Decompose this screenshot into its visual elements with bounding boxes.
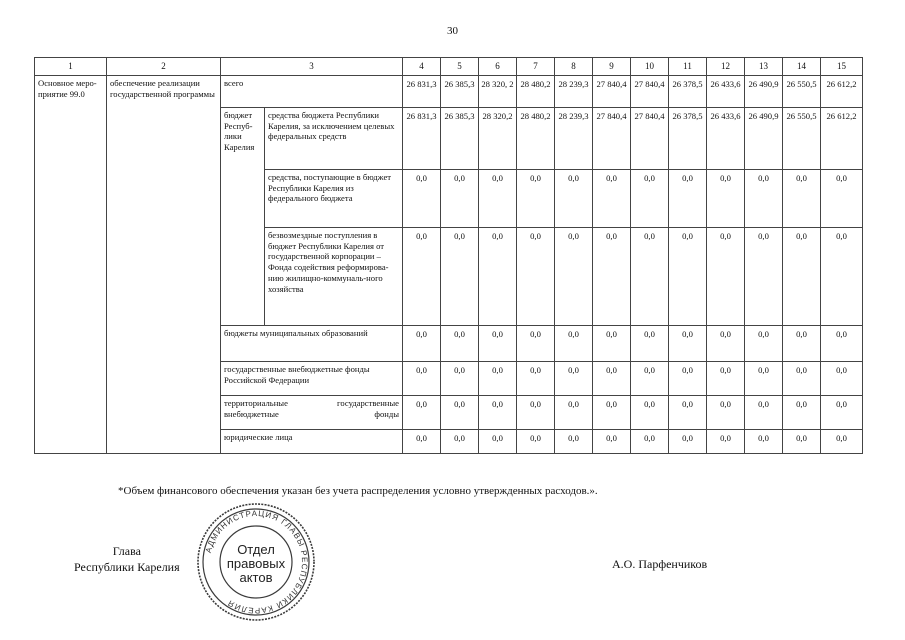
stamp-center-line: Отдел bbox=[237, 542, 275, 557]
value-cell: 26 831,3 bbox=[403, 108, 441, 170]
signatory-name: А.О. Парфенчиков bbox=[612, 557, 708, 571]
value-cell: 0,0 bbox=[593, 362, 631, 396]
value-cell: 0,0 bbox=[631, 430, 669, 454]
value-cell: 0,0 bbox=[631, 170, 669, 228]
value-cell: 0,0 bbox=[707, 228, 745, 326]
measure-purpose: обеспечение реализации государственной программы bbox=[107, 76, 221, 454]
value-cell: 0,0 bbox=[403, 362, 441, 396]
value-cell: 0,0 bbox=[403, 326, 441, 362]
value-cell: 0,0 bbox=[631, 396, 669, 430]
value-cell: 0,0 bbox=[517, 430, 555, 454]
value-cell: 26 612,2 bbox=[821, 76, 863, 108]
value-cell: 0,0 bbox=[441, 228, 479, 326]
value-cell: 0,0 bbox=[707, 396, 745, 430]
source-label: территориальные государственные внебюджетные фонды bbox=[221, 396, 403, 430]
value-cell: 26 385,3 bbox=[441, 108, 479, 170]
value-cell: 28 320,2 bbox=[479, 108, 517, 170]
value-cell: 28 480,2 bbox=[517, 108, 555, 170]
value-cell: 0,0 bbox=[593, 396, 631, 430]
value-cell: 0,0 bbox=[669, 430, 707, 454]
stamp-center-line: актов bbox=[239, 570, 273, 585]
value-cell: 0,0 bbox=[631, 326, 669, 362]
page-number: 30 bbox=[447, 25, 458, 37]
value-cell: 0,0 bbox=[403, 430, 441, 454]
column-number: 15 bbox=[821, 58, 863, 76]
value-cell: 0,0 bbox=[517, 362, 555, 396]
value-cell: 0,0 bbox=[593, 326, 631, 362]
value-cell: 26 378,5 bbox=[669, 108, 707, 170]
source-label: средства, поступающие в бюджет Республики Карелия из федерального бюджета bbox=[265, 170, 403, 228]
source-label: безвозмездные поступления в бюджет Республики Карелия от государственной корпорации – Фонда содействия реформирова-нию жилищно-коммуналь-ного хозяйства bbox=[265, 228, 403, 326]
column-number: 14 bbox=[783, 58, 821, 76]
value-cell: 0,0 bbox=[783, 228, 821, 326]
value-cell: 0,0 bbox=[745, 228, 783, 326]
value-cell: 0,0 bbox=[479, 228, 517, 326]
measure-name: Основное меро-приятие 99.0 bbox=[35, 76, 107, 454]
value-cell: 0,0 bbox=[403, 396, 441, 430]
value-cell: 27 840,4 bbox=[593, 108, 631, 170]
value-cell: 0,0 bbox=[745, 396, 783, 430]
value-cell: 0,0 bbox=[669, 170, 707, 228]
value-cell: 26 550,5 bbox=[783, 108, 821, 170]
value-cell: 0,0 bbox=[669, 396, 707, 430]
value-cell: 0,0 bbox=[669, 326, 707, 362]
value-cell: 0,0 bbox=[593, 228, 631, 326]
column-number: 12 bbox=[707, 58, 745, 76]
column-number: 13 bbox=[745, 58, 783, 76]
value-cell: 26 612,2 bbox=[821, 108, 863, 170]
value-cell: 0,0 bbox=[479, 430, 517, 454]
column-number: 11 bbox=[669, 58, 707, 76]
column-number: 4 bbox=[403, 58, 441, 76]
value-cell: 0,0 bbox=[593, 170, 631, 228]
value-cell: 0,0 bbox=[821, 396, 863, 430]
value-cell: 0,0 bbox=[517, 396, 555, 430]
stamp-graphic bbox=[192, 498, 320, 626]
value-cell: 28 320, 2 bbox=[479, 76, 517, 108]
value-cell: 0,0 bbox=[821, 362, 863, 396]
stamp-ring-text: АДМИНИСТРАЦИЯ ГЛАВЫ РЕСПУБЛИКИ КАРЕЛИЯ bbox=[203, 508, 310, 616]
value-cell: 0,0 bbox=[517, 326, 555, 362]
value-cell: 0,0 bbox=[707, 362, 745, 396]
value-cell: 28 239,3 bbox=[555, 108, 593, 170]
value-cell: 27 840,4 bbox=[631, 76, 669, 108]
value-cell: 0,0 bbox=[517, 170, 555, 228]
value-cell: 0,0 bbox=[707, 170, 745, 228]
signature-title-line: Глава bbox=[112, 544, 141, 558]
value-cell: 0,0 bbox=[745, 362, 783, 396]
value-cell: 0,0 bbox=[669, 362, 707, 396]
source-label: средства бюджета Республики Карелия, за исключением целевых федеральных средств bbox=[265, 108, 403, 170]
value-cell: 0,0 bbox=[783, 362, 821, 396]
signature-title-line: Республики Карелия bbox=[74, 560, 180, 575]
value-cell: 0,0 bbox=[821, 228, 863, 326]
value-cell: 27 840,4 bbox=[631, 108, 669, 170]
value-cell: 0,0 bbox=[555, 430, 593, 454]
footnote: *Объем финансового обеспечения указан без учета распределения условно утвержденных расходов.». bbox=[118, 485, 598, 497]
value-cell: 26 831,3 bbox=[403, 76, 441, 108]
value-cell: 0,0 bbox=[707, 430, 745, 454]
value-cell: 0,0 bbox=[555, 396, 593, 430]
column-number-row bbox=[35, 58, 863, 76]
value-cell: 0,0 bbox=[403, 228, 441, 326]
table-row bbox=[35, 76, 863, 108]
column-number: 1 bbox=[35, 58, 107, 76]
value-cell: 0,0 bbox=[631, 228, 669, 326]
source-label: государственные внебюджетные фонды Российской Федерации bbox=[221, 362, 403, 396]
value-cell: 0,0 bbox=[441, 430, 479, 454]
value-cell: 0,0 bbox=[745, 430, 783, 454]
value-cell: 0,0 bbox=[631, 362, 669, 396]
value-cell: 26 385,3 bbox=[441, 76, 479, 108]
signature-title bbox=[74, 543, 180, 575]
value-cell: 0,0 bbox=[555, 170, 593, 228]
value-cell: 0,0 bbox=[479, 326, 517, 362]
value-cell: 0,0 bbox=[821, 170, 863, 228]
value-cell: 27 840,4 bbox=[593, 76, 631, 108]
value-cell: 26 433,6 bbox=[707, 76, 745, 108]
value-cell: 26 550,5 bbox=[783, 76, 821, 108]
source-label: юридические лица bbox=[221, 430, 403, 454]
value-cell: 0,0 bbox=[745, 170, 783, 228]
source-label: бюджеты муниципальных образований bbox=[221, 326, 403, 362]
value-cell: 0,0 bbox=[707, 326, 745, 362]
value-cell: 0,0 bbox=[555, 326, 593, 362]
value-cell: 0,0 bbox=[479, 362, 517, 396]
column-number: 8 bbox=[555, 58, 593, 76]
value-cell: 0,0 bbox=[783, 326, 821, 362]
value-cell: 0,0 bbox=[745, 326, 783, 362]
value-cell: 0,0 bbox=[593, 430, 631, 454]
column-number: 7 bbox=[517, 58, 555, 76]
value-cell: 0,0 bbox=[479, 396, 517, 430]
value-cell: 0,0 bbox=[821, 430, 863, 454]
column-number: 10 bbox=[631, 58, 669, 76]
column-number: 5 bbox=[441, 58, 479, 76]
stamp-center-line: правовых bbox=[226, 556, 286, 571]
column-number: 9 bbox=[593, 58, 631, 76]
column-number: 3 bbox=[221, 58, 403, 76]
value-cell: 26 490,9 bbox=[745, 108, 783, 170]
budget-group-label: бюджет Респуб-лики Карелия bbox=[221, 108, 265, 326]
value-cell: 0,0 bbox=[441, 396, 479, 430]
column-number: 2 bbox=[107, 58, 221, 76]
value-cell: 0,0 bbox=[479, 170, 517, 228]
value-cell: 0,0 bbox=[517, 228, 555, 326]
value-cell: 26 490,9 bbox=[745, 76, 783, 108]
value-cell: 28 480,2 bbox=[517, 76, 555, 108]
value-cell: 0,0 bbox=[669, 228, 707, 326]
value-cell: 0,0 bbox=[441, 362, 479, 396]
financing-table bbox=[34, 57, 863, 454]
value-cell: 26 378,5 bbox=[669, 76, 707, 108]
source-label: всего bbox=[221, 76, 403, 108]
value-cell: 0,0 bbox=[555, 362, 593, 396]
column-number: 6 bbox=[479, 58, 517, 76]
value-cell: 0,0 bbox=[783, 430, 821, 454]
value-cell: 0,0 bbox=[441, 170, 479, 228]
value-cell: 0,0 bbox=[441, 326, 479, 362]
value-cell: 0,0 bbox=[403, 170, 441, 228]
value-cell: 0,0 bbox=[783, 396, 821, 430]
value-cell: 0,0 bbox=[783, 170, 821, 228]
value-cell: 0,0 bbox=[555, 228, 593, 326]
value-cell: 28 239,3 bbox=[555, 76, 593, 108]
value-cell: 26 433,6 bbox=[707, 108, 745, 170]
value-cell: 0,0 bbox=[821, 326, 863, 362]
legal-department-stamp bbox=[192, 498, 320, 626]
